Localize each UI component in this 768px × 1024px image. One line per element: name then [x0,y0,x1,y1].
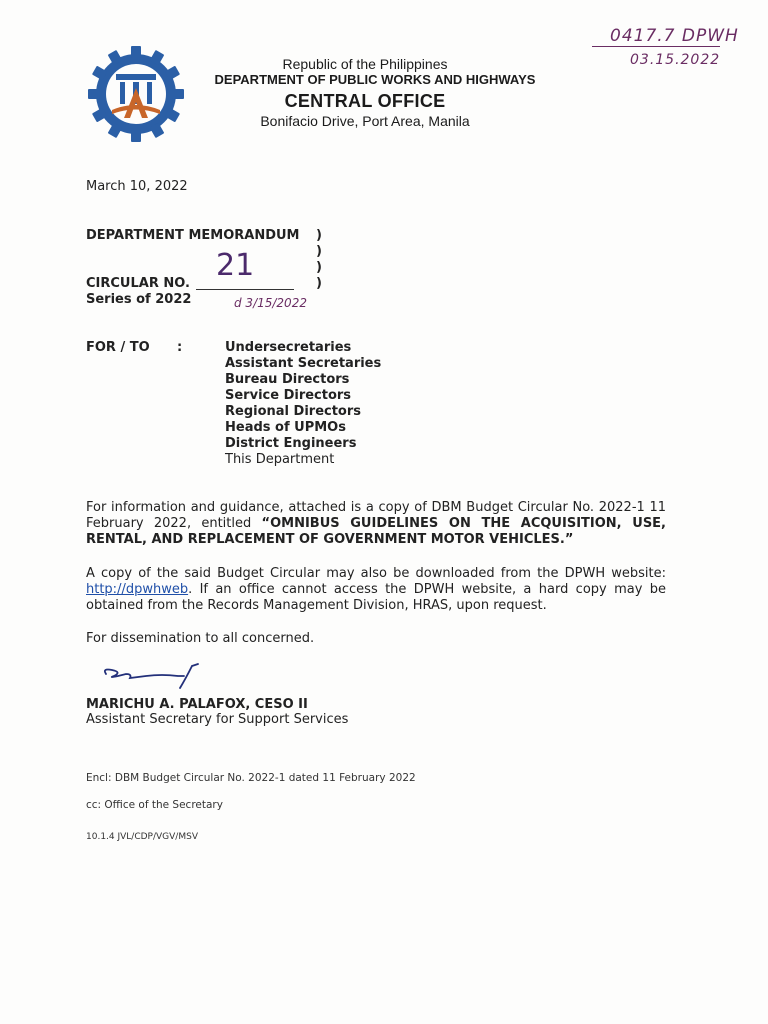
memo-paren: ) [316,276,322,291]
dpwh-website-link[interactable]: http://dpwhweb [86,582,189,597]
enclosure-note: Encl: DBM Budget Circular No. 2022-1 dated 11 February 2022 [86,772,416,784]
memo-paren: ) [316,260,322,275]
office-name: CENTRAL OFFICE [284,91,446,111]
paragraph-1 [86,500,666,548]
list-item: Service Directors [225,388,352,403]
memo-type: DEPARTMENT MEMORANDUM [86,228,300,243]
memo-paren: ) [316,228,322,243]
series-label: Series of 2022 [86,292,192,307]
republic-line: Republic of the Philippines [282,56,448,72]
memo-paren: ) [316,244,322,259]
signatory-name: MARICHU A. PALAFOX, CESO II [86,697,308,712]
reference-code: 10.1.4 JVL/CDP/VGV/MSV [86,832,198,842]
receiving-stamp-number: 0417.7 DPWH [610,26,739,46]
dpwh-seal-logo [86,44,186,144]
list-item: Undersecretaries [225,340,352,355]
paragraph-2-text: A copy of the said Budget Circular may also be downloaded from the DPWH website: [86,566,666,581]
circular-number-line [196,289,294,290]
paragraph-2 [86,566,666,614]
office-address: Bonifacio Drive, Port Area, Manila [260,113,470,129]
department-name: DEPARTMENT OF PUBLIC WORKS AND HIGHWAYS [214,72,536,87]
list-item: This Department [225,452,335,467]
paragraph-3: For dissemination to all concerned. [86,631,315,646]
handwritten-date: d 3/15/2022 [234,296,307,310]
list-item: Heads of UPMOs [225,420,346,435]
signatory-title: Assistant Secretary for Support Services [86,712,349,727]
list-item: Bureau Directors [225,372,350,387]
list-item: Assistant Secretaries [225,356,382,371]
paragraph-2-text-cont: . If an office cannot access the DPWH website, a hard copy may be obtained from the Records Management Division, HRAS, upon request. [86,582,666,613]
stamp-underline [592,46,720,47]
receiving-stamp-date: 03.15.2022 [630,52,721,68]
for-to-colon: : [177,340,183,355]
circular-label: CIRCULAR NO. [86,276,190,291]
recipient-list [225,340,381,468]
list-item: Regional Directors [225,404,362,419]
circular-number: 21 [216,248,255,283]
signature-image [100,662,220,692]
circular-title: “OMNIBUS GUIDELINES ON THE ACQUISITION, USE, RENTAL, AND REPLACEMENT OF GOVERNMENT MOTOR VEHICLES.” [86,516,666,547]
cc-note: cc: Office of the Secretary [86,799,223,811]
paragraph-1-text: For information and guidance, attached is a copy of DBM Budget Circular No. 2022-1 11 February 2022, entitled [86,500,666,531]
list-item: District Engineers [225,436,357,451]
memo-date: March 10, 2022 [86,179,188,194]
for-to-label: FOR / TO [86,340,150,355]
